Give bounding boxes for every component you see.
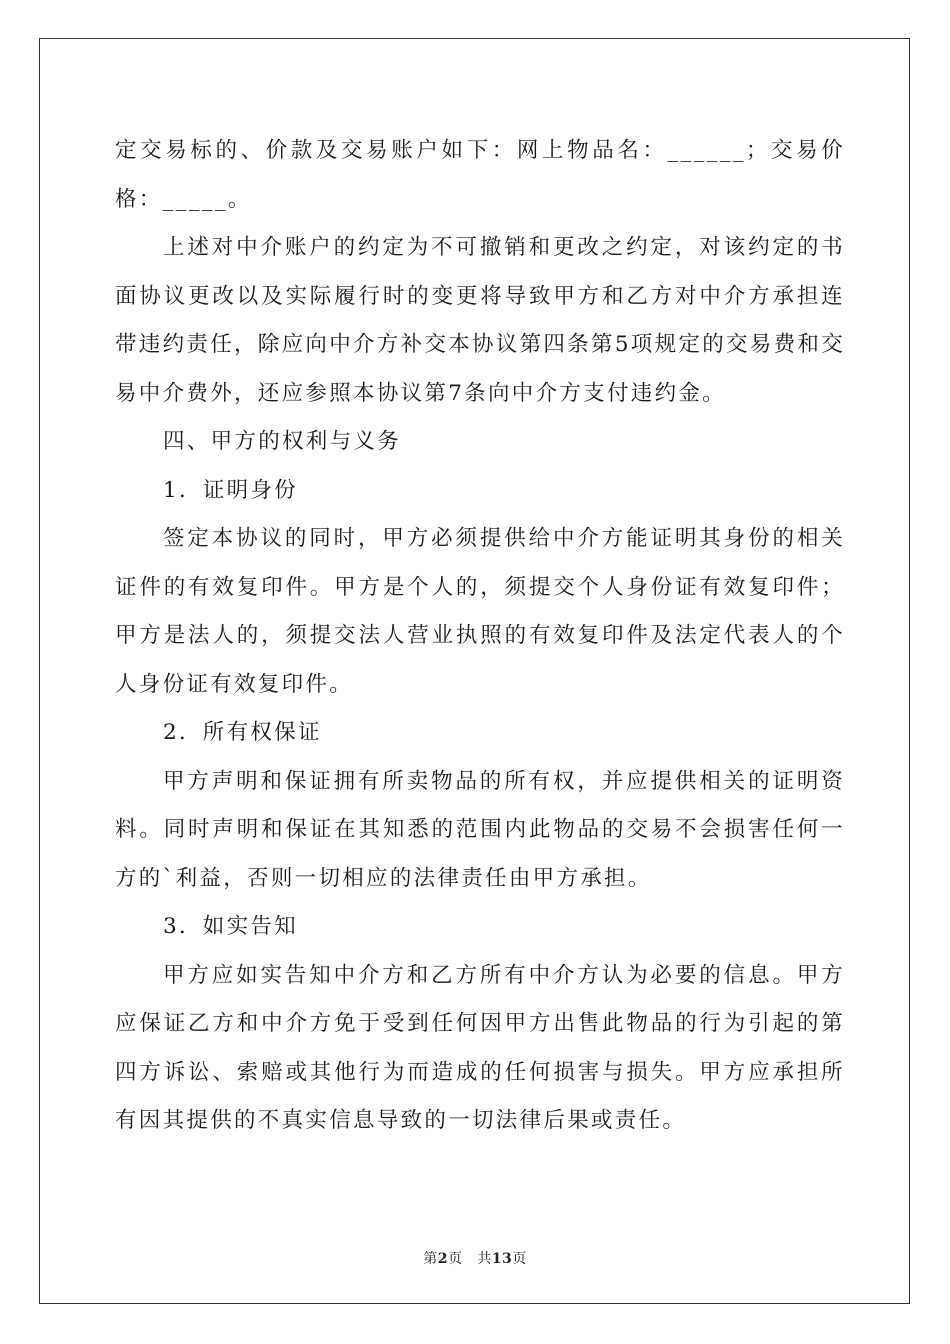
paragraph-truthful-disclosure: 甲方应如实告知中介方和乙方所有中介方认为必要的信息。甲方应保证乙方和中介方免于受到任何因甲方出售此物品的行为引起的第四方诉讼、索赔或其他行为而造成的任何损害与损失。甲方应承担所有因其提供的不真实信息导致的一切法律后果或责任。 [115,962,845,1133]
paragraph-continuation: 定交易标的、价款及交易账户如下：网上物品名：______；交易价格：_____。 [115,138,845,212]
footer-page-suffix: 页 [447,1251,463,1267]
footer-prefix: 第 [423,1251,438,1267]
footer-total-prefix: 共 [477,1251,492,1267]
subheading-identity-proof: 1．证明身份 [163,477,298,503]
footer-page-number: 2 [437,1251,448,1267]
paragraph-ownership-guarantee: 甲方声明和保证拥有所卖物品的所有权，并应提供相关的证明资料。同时声明和保证在其知悉的范围内此物品的交易不会损害任何一方的`利益，否则一切相应的法律责任由甲方承担。 [115,768,845,891]
document-body [115,127,845,1146]
page-footer [0,1248,950,1268]
subheading-ownership-guarantee: 2．所有权保证 [163,720,322,745]
footer-total-pages: 13 [491,1251,513,1267]
section-heading-party-a-rights: 四、甲方的权利与义务 [163,429,402,454]
subheading-truthful-disclosure: 3．如实告知 [163,914,298,939]
paragraph-account-clause: 上述对中介账户的约定为不可撤销和更改之约定，对该约定的书面协议更改以及实际履行时的变更将导致甲方和乙方对中介方承担连带违约责任，除应向中介方补交本协议第四条第5项规定的交易费和交易中介费外，还应参照本协议第7条向中介方支付违约金。 [115,235,845,406]
footer-total-suffix: 页 [512,1251,527,1267]
paragraph-identity-proof: 签定本协议的同时，甲方必须提供给中介方能证明其身份的相关证件的有效复印件。甲方是个人的，须提交个人身份证有效复印件；甲方是法人的，须提交法人营业执照的有效复印件及法定代表人的个人身份证有效复印件。 [115,526,845,697]
